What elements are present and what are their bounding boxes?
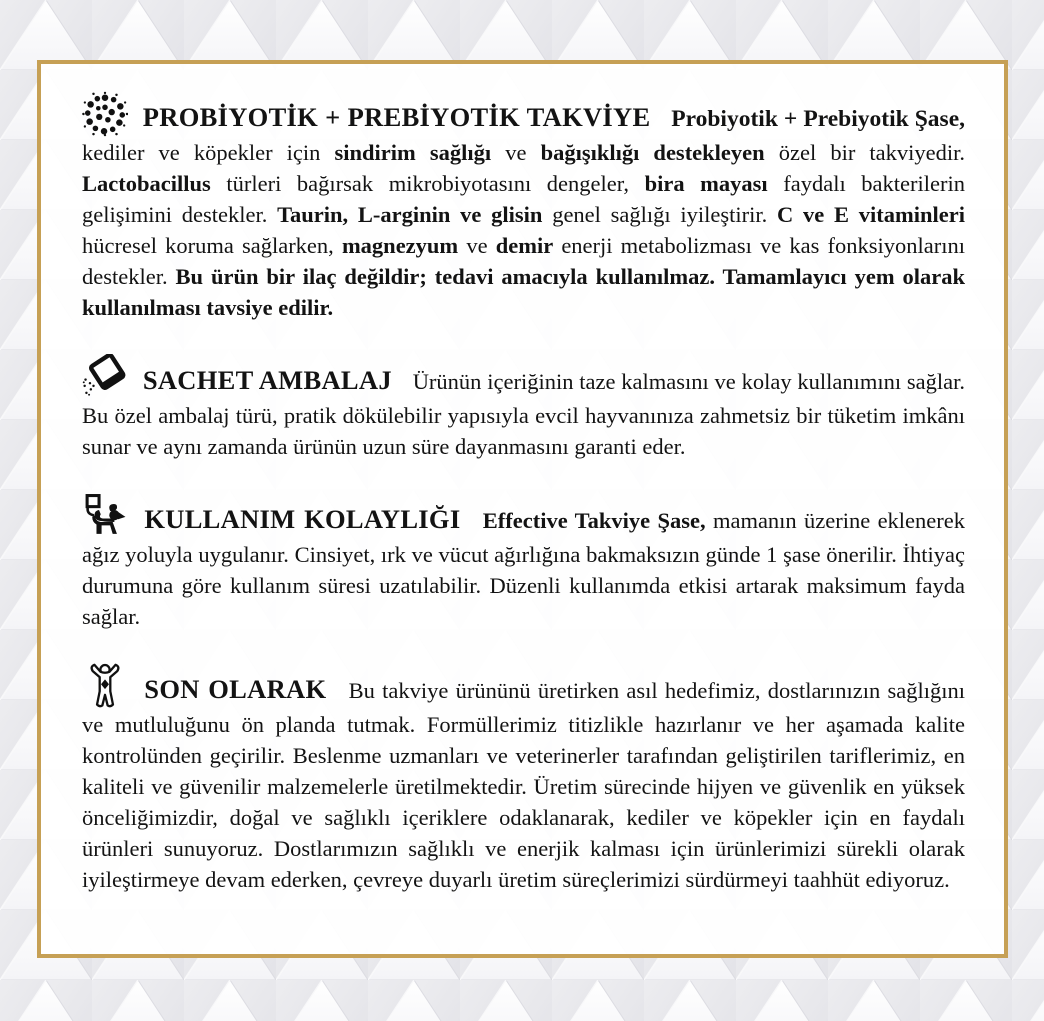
section-heading: KULLANIM KOLAYLIĞI	[144, 504, 461, 534]
text-run: magnezyum	[341, 233, 459, 258]
section-text	[82, 106, 965, 320]
dog-frame-icon	[82, 493, 128, 539]
content-panel	[82, 91, 965, 926]
text-run: Ürünün içeriğinin taze kalmasını ve kolay kullanımını sağlar. Bu özel ambalaj türü, pratik dökülebilir yapısıyla evcil hayvanınıza zahmetsiz bir tüketim imkânı sunar ve aynı zamanda ürünün uzun süre dayanmasını garanti eder.	[82, 369, 966, 459]
happy-person-icon	[82, 663, 128, 709]
section-probiotic-supplement	[82, 91, 965, 323]
sections	[82, 91, 965, 895]
text-run: Lactobacillus	[82, 171, 211, 196]
text-run: ve	[491, 140, 541, 165]
text-run: Effective Takviye Şase,	[482, 508, 706, 533]
probiotic-icon	[82, 91, 128, 137]
section-sachet-packaging	[82, 354, 965, 462]
text-run: hücresel koruma sağlarken,	[82, 233, 342, 258]
text-run: Bu ürün bir ilaç değildir; tedavi amacıyla kullanılmaz. Tamamlayıcı yem olarak kullanılması tavsiye edilir.	[82, 264, 965, 320]
section-heading: SON OLARAK	[144, 674, 327, 704]
section-final-words	[82, 663, 965, 895]
text-run: özel bir takviyedir.	[764, 140, 966, 165]
text-run: Bu takviye ürününü üretirken asıl hedefimiz, dostlarınızın sağlığını ve mutluluğunu ön planda tutmak. Formüllerimiz titizlikle hazırlanır ve her aşamada kalite kontrolünden geçirilir. Beslenme uzmanları ve veterinerler tarafından geliştirilen tariflerimiz, en kaliteli ve güvenilir malzemelerle üretilmektedir. Üretim sürecinde hijyen ve güvenlik en yüksek önceliğimizdir, doğal ve sağlıklı içeriklere odaklanarak, kediler ve köpekler için en faydalı ürünleri sunuyoruz. Dostlarımızın sağlıklı ve enerjik kalması için ürünlerimizi sürekli olarak iyileştirmeye devam ederken, çevreye duyarlı üretim süreçlerimizi sürdürmeyi taahhüt ediyoruz.	[82, 678, 966, 892]
text-run: C ve E vitaminleri	[777, 202, 965, 227]
text-run: sindirim sağlığı	[334, 140, 492, 165]
text-run: demir	[495, 233, 554, 258]
gold-frame	[37, 60, 1008, 958]
text-run: genel sağlığı iyileştirir.	[542, 202, 778, 227]
text-run: kediler ve köpekler için	[82, 140, 335, 165]
section-heading: SACHET AMBALAJ	[142, 365, 392, 395]
section-heading: PROBİYOTİK + PREBİYOTİK TAKVİYE	[142, 102, 651, 132]
text-run: bağışıklığı destekleyen	[540, 140, 765, 165]
text-run: türleri bağırsak mikrobiyotasını dengeler,	[210, 171, 645, 196]
text-run: bira mayası	[644, 171, 768, 196]
sachet-icon	[82, 354, 128, 400]
text-run: enerji metabolizması ve kas fonksiyonlarını destekler.	[82, 233, 965, 289]
text-run: ve	[458, 233, 496, 258]
text-run: mamanın üzerine eklenerek ağız yoluyla uygulanır. Cinsiyet, ırk ve vücut ağırlığına bakmaksızın günde 1 şase önerilir. İhtiyaç durumuna göre kullanım süresi uzatılabilir. Düzenli kullanımda etkisi artarak maksimum fayda sağlar.	[82, 508, 966, 629]
section-ease-of-use	[82, 493, 965, 632]
section-text	[82, 678, 965, 892]
text-run: faydalı bakterilerin gelişimini destekler.	[82, 171, 965, 227]
text-run: Taurin, L-arginin ve glisin	[277, 202, 543, 227]
text-run: Probiyotik + Prebiyotik Şase,	[671, 106, 965, 132]
